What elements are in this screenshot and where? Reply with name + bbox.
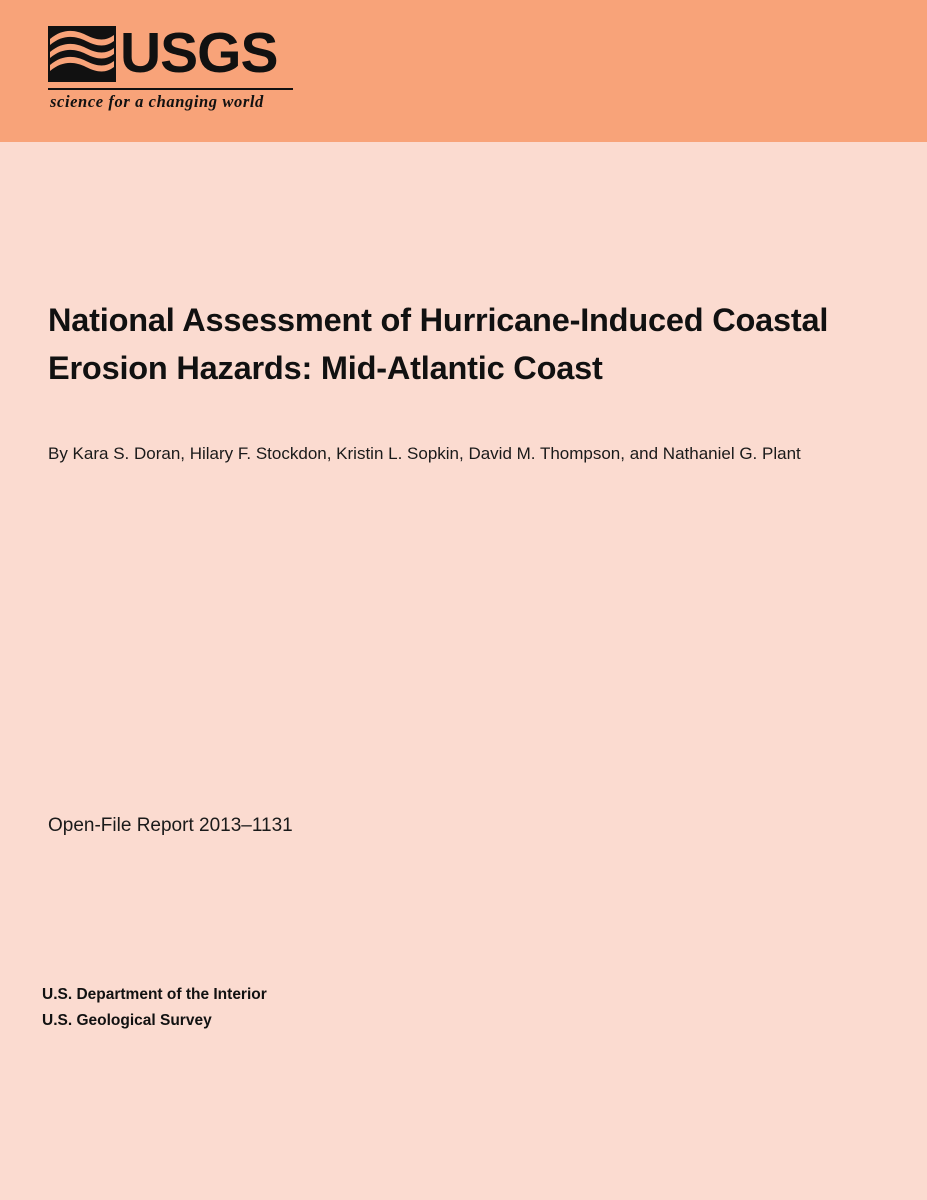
logo-divider [48,88,293,90]
report-number: Open-File Report 2013–1131 [48,815,293,836]
usgs-logo [48,22,298,118]
page-title: National Assessment of Hurricane-Induced Coastal Erosion Hazards: Mid-Atlantic Coast [48,302,829,386]
usgs-tagline: science for a changing world [50,92,264,111]
agency-survey: U.S. Geological Survey [42,1012,212,1029]
agency-department: U.S. Department of the Interior [42,986,267,1003]
author-list: By Kara S. Doran, Hilary F. Stockdon, Kristin L. Sopkin, David M. Thompson, and Nathaniel G. Plant [48,444,801,463]
usgs-wave-icon [48,26,116,82]
publisher-block [42,982,267,1034]
usgs-wordmark: USGS [120,21,278,85]
